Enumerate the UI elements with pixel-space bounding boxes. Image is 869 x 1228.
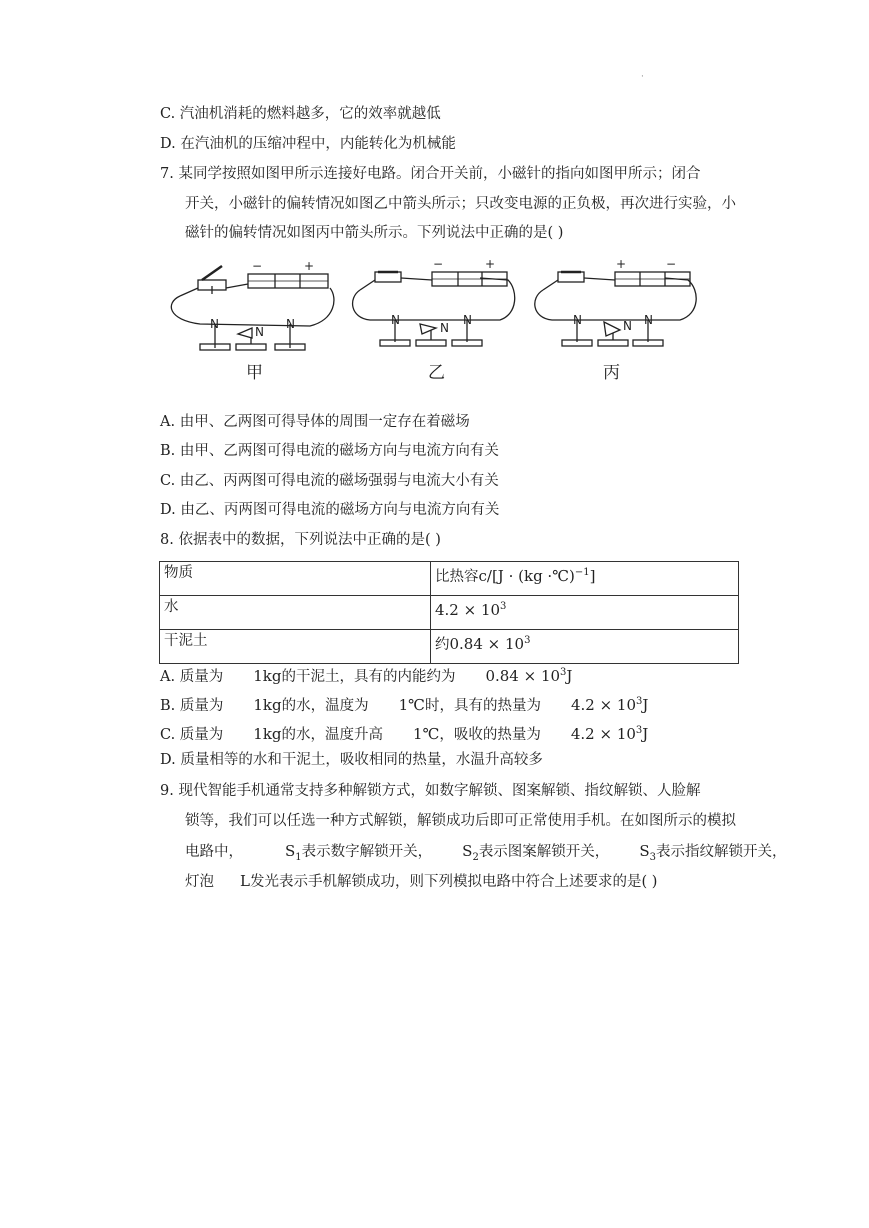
- q7-stem-line-1: 7. 某同学按照如图甲所示连接好电路。闭合开关前，小磁针的指向如图甲所示；闭合: [160, 166, 701, 182]
- water-value: 4.2 × 10: [435, 600, 501, 619]
- panel-bing: [535, 272, 696, 346]
- q9-stem-line-2: 锁等，我们可以任选一种方式解锁，解锁成功后即可正常使用手机。在如图所示的模拟: [185, 813, 736, 829]
- switch-s1-symbol: S: [285, 842, 296, 860]
- switch-s3-symbol: S: [639, 842, 650, 860]
- option-a-exp: 3: [560, 667, 567, 678]
- panel-bing-pole-right: N: [644, 313, 653, 327]
- option-a-unit: J: [566, 666, 573, 685]
- option-c-text-2: ，吸收的热量为: [439, 726, 541, 743]
- option-b-prefix: B. 质量为: [160, 697, 224, 714]
- option-b-exp: 3: [636, 696, 643, 707]
- panel-yi-pole-left: N: [391, 313, 400, 327]
- panel-jia-pole-left: N: [210, 317, 219, 331]
- option-b-text-2: 时，具有的热量为: [424, 697, 541, 714]
- dry-soil-value-exp: 3: [524, 635, 531, 646]
- q8-option-b: [160, 692, 648, 716]
- table-cell-water-value: [431, 596, 739, 630]
- header-formula-close: ]: [589, 566, 596, 585]
- option-b-value: 4.2 × 10: [570, 695, 636, 714]
- q7-stem-line-3: 磁针的偏转情况如图丙中箭头所示。下列说法中正确的是( ): [185, 225, 564, 241]
- q6-option-d: D. 在汽油机的压缩冲程中，内能转化为机械能: [160, 136, 456, 152]
- option-c-prefix: C. 质量为: [160, 726, 224, 743]
- q7-option-c: C. 由乙、丙两图可得电流的磁场强弱与电流大小有关: [160, 473, 499, 489]
- switch-s1-sub: 1: [295, 851, 302, 863]
- panel-yi-pole-right: N: [463, 313, 472, 327]
- switch-s3-text: 表示指纹解锁开关，: [655, 844, 787, 860]
- panel-jia-plus-sign: +: [304, 259, 315, 273]
- table-cell-water: 水: [160, 596, 431, 630]
- table-row: [160, 562, 739, 596]
- header-formula: c/[J · (kg ·℃): [478, 566, 575, 585]
- panel-bing-minus-sign: −: [666, 258, 677, 271]
- option-c-unit: J: [642, 724, 649, 743]
- switch-s2-sub: 2: [472, 851, 479, 863]
- q7-option-d: D. 由乙、丙两图可得电流的磁场方向与电流方向有关: [160, 502, 500, 518]
- switch-s1-text: 表示数字解锁开关，: [301, 844, 433, 860]
- switch-s2-symbol: S: [462, 842, 473, 860]
- option-c-text: 的水，温度升高: [281, 726, 384, 743]
- switch-s3-sub: 3: [649, 851, 656, 863]
- dry-soil-value: 0.84 × 10: [449, 634, 525, 653]
- panel-jia: [171, 266, 334, 350]
- q9-stem-line-4: [185, 871, 657, 892]
- q7-stem-line-2: 开关，小磁针的偏转情况如图乙中箭头所示；只改变电源的正负极，再次进行实验，小: [185, 196, 736, 212]
- option-a-value: 0.84 × 10: [485, 666, 561, 685]
- header-formula-exp: −1: [574, 567, 590, 578]
- panel-yi: [353, 272, 515, 346]
- panel-jia-needle-pole: N: [255, 325, 264, 339]
- option-c-exp: 3: [635, 725, 643, 736]
- specific-heat-table: [159, 561, 739, 664]
- q7-option-b: B. 由甲、乙两图可得电流的磁场方向与电流方向有关: [160, 443, 499, 459]
- table-cell-dry-soil-value: [431, 630, 739, 664]
- table-header-substance: 物质: [160, 562, 431, 596]
- q8-stem: 8. 依据表中的数据，下列说法中正确的是( ): [160, 532, 441, 548]
- q7-circuit-figure: [160, 258, 720, 390]
- option-b-temp: 1℃: [398, 695, 425, 714]
- q9-line4-prefix: 灯泡: [185, 874, 214, 890]
- q9-line3-prefix: 电路中，: [185, 844, 243, 860]
- header-text: 比热容: [435, 568, 479, 585]
- option-b-mass: 1kg: [253, 695, 282, 714]
- panel-yi-needle-pole: N: [440, 321, 449, 335]
- option-c-value: 4.2 × 10: [570, 724, 636, 743]
- option-b-unit: J: [642, 695, 649, 714]
- table-row: [160, 596, 739, 630]
- water-value-exp: 3: [500, 601, 507, 612]
- option-a-text: 的干泥土，具有的内能约为: [281, 668, 456, 685]
- panel-yi-minus-sign: −: [433, 258, 444, 271]
- q9-stem-line-1: 9. 现代智能手机通常支持多种解锁方式，如数字解锁、图案解锁、指纹解锁、人脸解: [160, 783, 701, 799]
- lamp-l-symbol: L: [240, 872, 250, 890]
- q8-option-d: D. 质量相等的水和干泥土，吸收相同的热量，水温升高较多: [160, 752, 543, 768]
- table-row: [160, 630, 739, 664]
- q8-option-c: [160, 721, 648, 745]
- q6-option-c: C. 汽油机消耗的燃料越多，它的效率就越低: [160, 106, 441, 122]
- panel-bing-plus-sign: +: [616, 258, 627, 271]
- panel-jia-pole-right: N: [286, 317, 295, 331]
- option-a-mass: 1kg: [253, 666, 282, 685]
- figure-label-bing: 丙: [603, 363, 620, 383]
- figure-label-yi: 乙: [428, 363, 445, 383]
- panel-jia-minus-sign: −: [252, 259, 263, 273]
- q9-stem-line-3: [185, 841, 786, 868]
- option-c-temp: 1℃: [413, 724, 440, 743]
- option-b-text: 的水，温度为: [281, 697, 369, 714]
- dry-soil-prefix: 约: [435, 636, 450, 653]
- page-mark: ·: [641, 72, 644, 82]
- panel-yi-plus-sign: +: [485, 258, 496, 271]
- switch-s2-text: 表示图案解锁开关，: [478, 844, 610, 860]
- q8-option-a: [160, 663, 572, 687]
- table-cell-dry-soil: 干泥土: [160, 630, 431, 664]
- panel-bing-pole-left: N: [573, 313, 582, 327]
- panel-bing-needle-pole: N: [623, 319, 632, 333]
- figure-label-jia: 甲: [246, 363, 263, 383]
- q9-line4-text: 发光表示手机解锁成功，则下列模拟电路中符合上述要求的是( ): [249, 874, 658, 890]
- option-a-prefix: A. 质量为: [160, 668, 224, 685]
- table-header-specific-heat: [431, 562, 739, 596]
- q7-option-a: A. 由甲、乙两图可得导体的周围一定存在着磁场: [160, 414, 470, 430]
- option-c-mass: 1kg: [253, 724, 282, 743]
